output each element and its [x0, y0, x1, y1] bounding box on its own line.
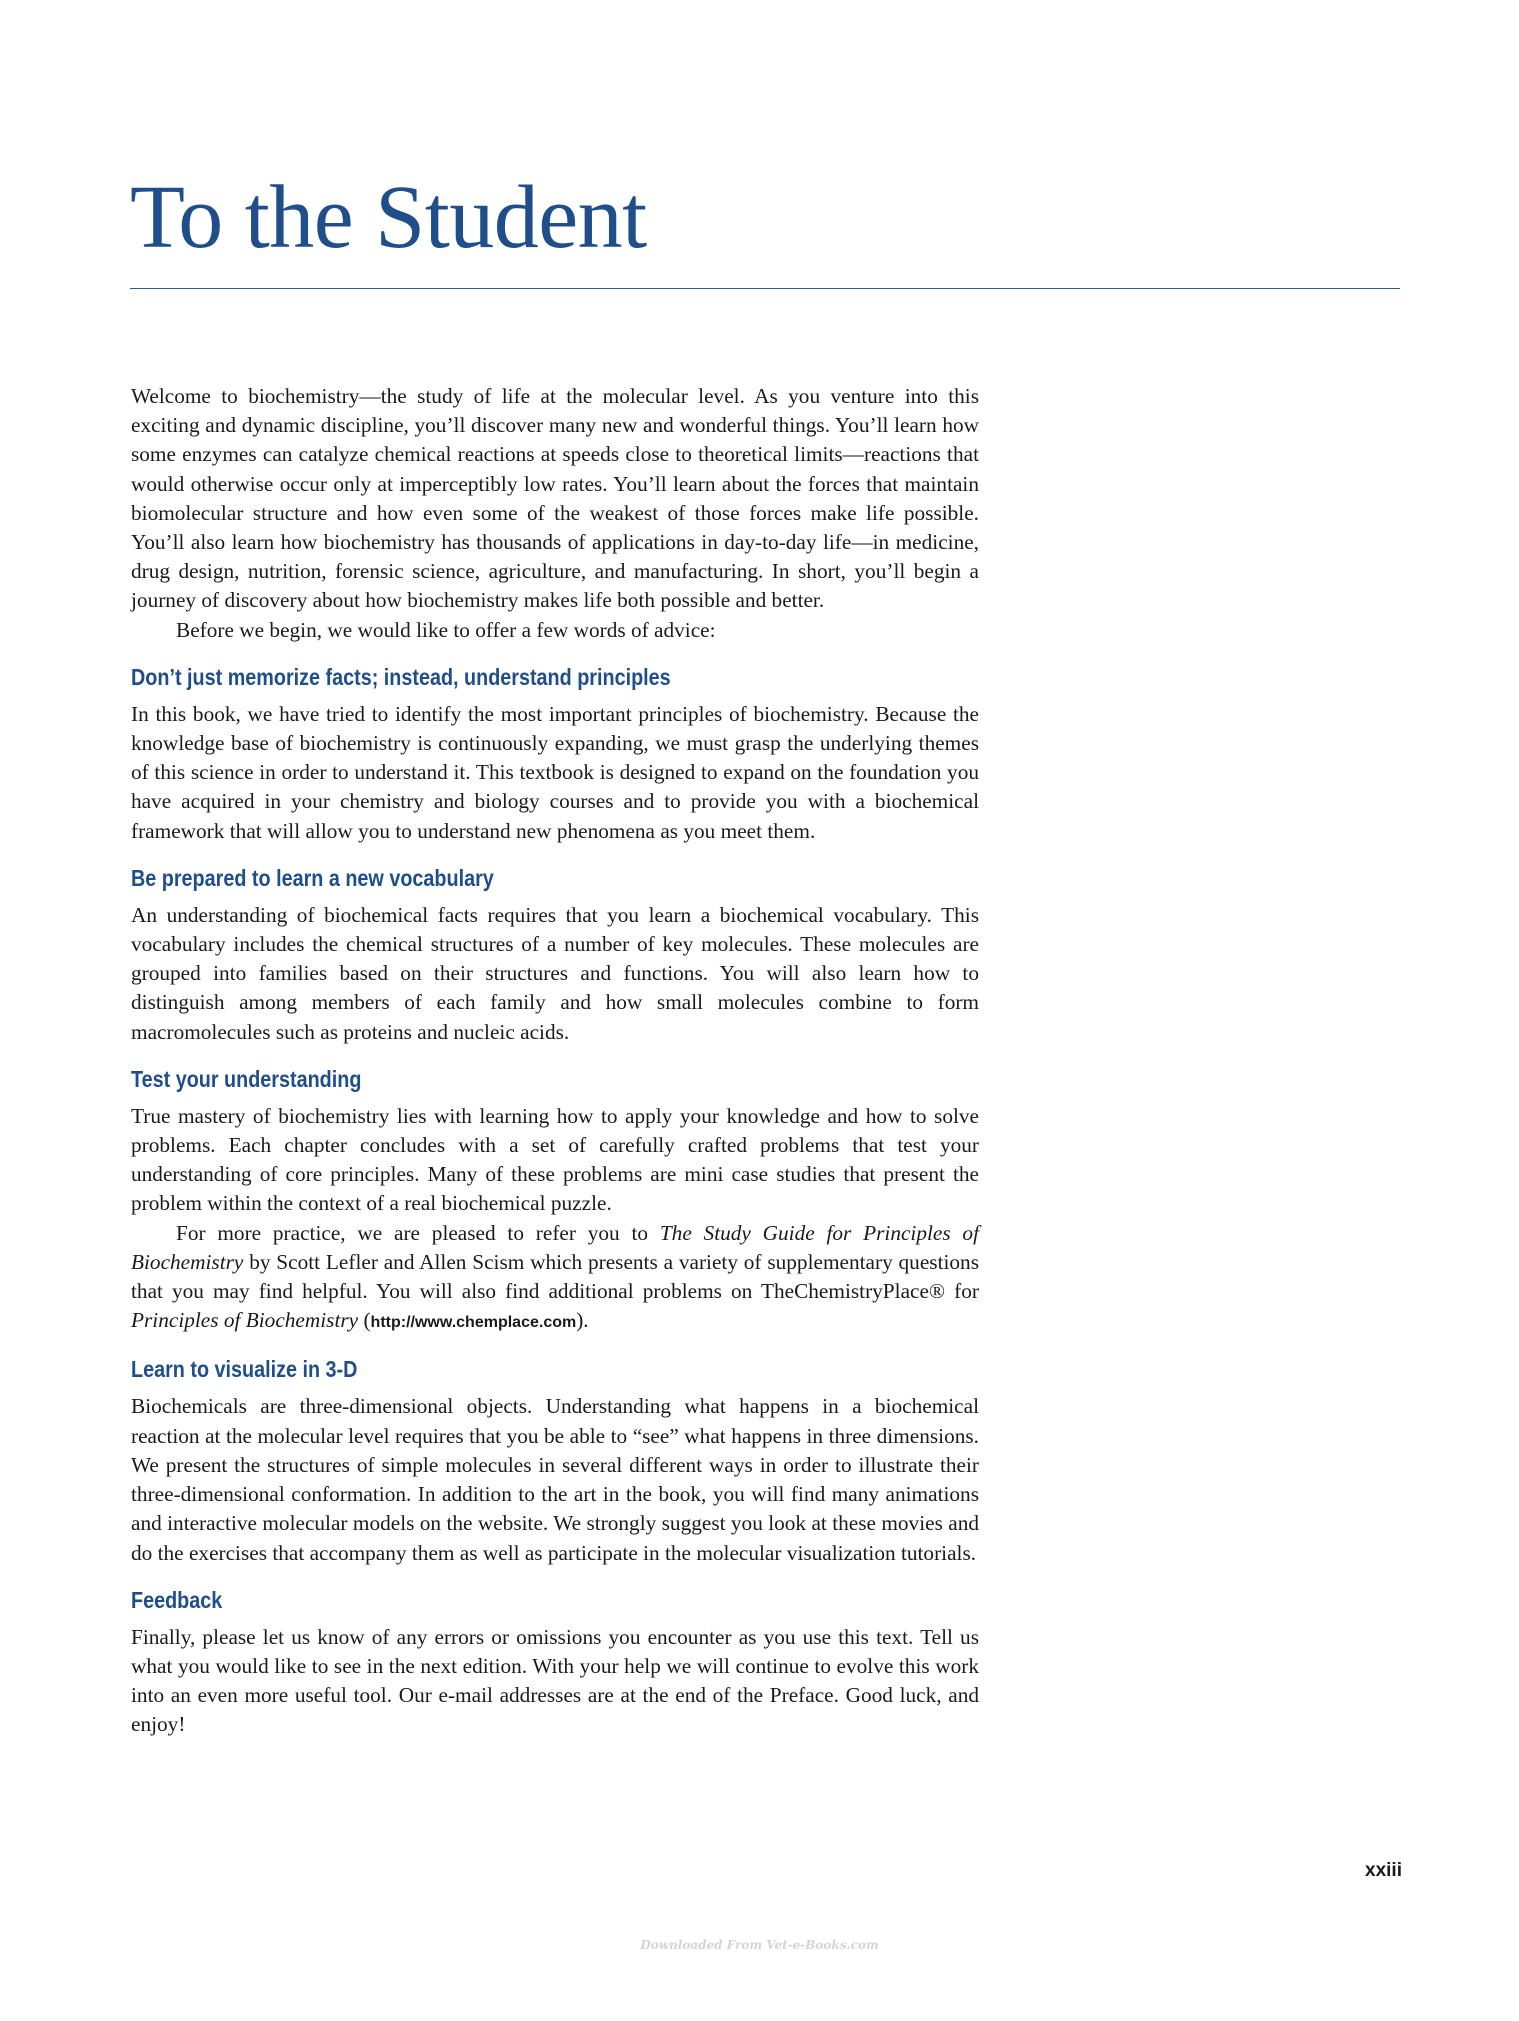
section-heading: Learn to visualize in 3-D — [131, 1356, 358, 1383]
section-test-understanding — [131, 1064, 979, 1338]
watermark-text: Downloaded From Vet-e-Books.com — [640, 1938, 879, 1952]
section-heading: Be prepared to learn a new vocabulary — [131, 864, 494, 891]
study-guide-paragraph — [131, 1219, 979, 1338]
section-paragraph: In this book, we have tried to identify the most important principles of biochemistry. Because the knowledge base of biochemistry is continuously expanding, we must grasp the underlying themes of this science in order to understand it. This textbook is designed to expand on the foundation you have acquired in your chemistry and biology courses and to provide you with a biochemical framework that will allow you to understand new phenomena as you meet them. — [131, 701, 979, 843]
section-paragraph: True mastery of biochemistry lies with learning how to apply your knowledge and how to solve problems. Each chapter concludes with a set of carefully crafted problems that test your understanding of core principles. Many of these problems are mini case studies that present the problem within the context of a real biochemical puzzle. — [131, 1103, 979, 1216]
section-paragraph: An understanding of biochemical facts requires that you learn a biochemical vocabulary. This vocabulary includes the chemical structures of a number of key molecules. These molecules are grouped into families based on their structures and functions. You will also learn how to distinguish among members of each family and how small molecules combine to form macromolecules such as proteins and nucleic acids. — [131, 902, 979, 1044]
section-feedback — [131, 1585, 979, 1740]
text-run: by Scott Lefler and Allen Scism which presents a variety of supplementary questions that you may find helpful. You will also find additional problems on TheChemistryPlace® for — [131, 1249, 979, 1304]
page-title: To the Student — [130, 168, 647, 267]
book-title: The Study Guide for Principles of Biochemistry — [131, 1220, 979, 1274]
section-paragraph: Biochemicals are three-dimensional objects. Understanding what happens in a biochemical reaction at the molecular level requires that you be able to “see” what happens in three dimensions. We present the structures of simple molecules in several different ways in order to illustrate their three-dimensional conformation. In addition to the art in the book, you will find many animations and interactive molecular models on the website. We strongly suggest you look at these movies and do the exercises that accompany them as well as participate in the molecular visualization tutorials. — [131, 1394, 979, 1565]
website-link[interactable]: http://www.chemplace.com — [370, 1314, 577, 1332]
text-run: For more practice, we are pleased to refer you to — [176, 1220, 660, 1245]
page-number: xxiii — [1365, 1860, 1402, 1881]
section-visualize-3d — [131, 1354, 979, 1567]
section-principles — [131, 662, 979, 846]
intro-paragraph: Welcome to biochemistry—the study of life at the molecular level. As you venture into this exciting and dynamic discipline, you’ll discover many new and wonderful things. You’ll learn how some enzymes can catalyze chemical reactions at speeds close to theoretical limits—reactions that would otherwise occur only at imperceptibly low rates. You’ll learn about the forces that maintain biomolecular structure and how even some of the weakest of those forces make life possible. You’ll also learn how biochemistry has thousands of applications in day-to-day life—in medicine, drug design, nutrition, forensic science, agriculture, and manufacturing. In short, you’ll begin a journey of discovery about how biochemistry makes life both possible and better. — [131, 384, 979, 613]
text-run: ( — [358, 1308, 371, 1333]
section-vocabulary — [131, 863, 979, 1047]
intro-advice-paragraph: Before we begin, we would like to offer a few words of advice: — [176, 617, 716, 642]
section-paragraph: Finally, please let us know of any errors or omissions you encounter as you use this text. Tell us what you would like to see in the next edition. With your help we will continue to evolve this work into an even more useful tool. Our e-mail addresses are at the end of the Preface. Good luck, and enjoy! — [131, 1624, 979, 1737]
book-title: Principles of Biochemistry — [131, 1308, 359, 1333]
title-rule — [130, 288, 1400, 289]
section-heading: Feedback — [131, 1586, 223, 1613]
section-heading: Don’t just memorize facts; instead, understand principles — [131, 663, 671, 690]
section-heading: Test your understanding — [131, 1065, 362, 1092]
body-content — [131, 382, 979, 1740]
text-run: ). — [576, 1308, 589, 1333]
